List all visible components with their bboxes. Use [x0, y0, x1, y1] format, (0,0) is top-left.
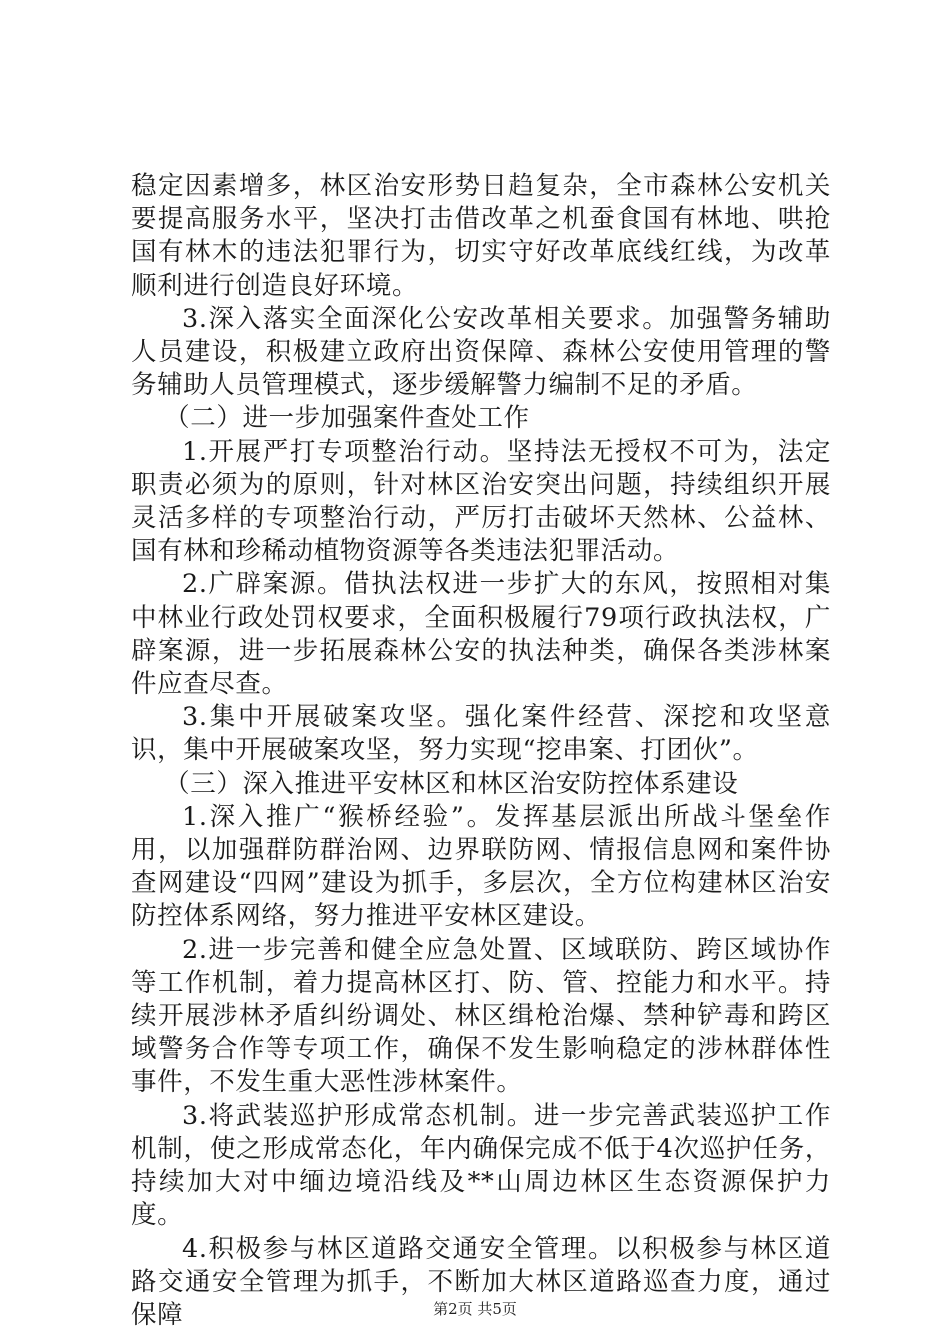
section-heading-3: （三）深入推进平安林区和林区治安防控体系建设 [164, 768, 739, 799]
paragraph-item-3-case-solving: 3.集中开展破案攻坚。强化案件经营、深挖和攻坚意识，集中开展破案攻坚，努力实现“挖串案、打团伙”。 [131, 702, 831, 766]
document-body [131, 170, 831, 1332]
paragraph-item-3-police-reform: 3.深入落实全面深化公安改革相关要求。加强警务辅助人员建设，积极建立政府出资保障、森林公安使用管理的警务辅助人员管理模式，逐步缓解警力编制不足的矛盾。 [131, 303, 831, 401]
paragraph-continuation: 稳定因素增多，林区治安形势日趋复杂，全市森林公安机关要提高服务水平，坚决打击借改革之机蚕食国有林地、哄抢国有林木的违法犯罪行为，切实守好改革底线红线，为改革顺利进行创造良好环境。 [131, 171, 831, 301]
paragraph-item-1-crackdown: 1.开展严打专项整治行动。坚持法无授权不可为，法定职责必须为的原则，针对林区治安突出问题，持续组织开展灵活多样的专项整治行动，严厉打击破坏天然林、公益林、国有林和珍稀动植物资源等各类违法犯罪活动。 [131, 436, 831, 567]
section-heading-2: （二）进一步加强案件查处工作 [164, 403, 530, 434]
paragraph-item-2-mechanisms: 2.进一步完善和健全应急处置、区域联防、跨区域协作等工作机制，着力提高林区打、防、管、控能力和水平。持续开展涉林矛盾纠纷调处、林区缉枪治爆、禁种铲毒和跨区域警务合作等专项工作，确保不发生影响稳定的涉林群体性事件，不发生重大恶性涉林案件。 [131, 934, 831, 1098]
page-number-footer: 第2页 共5页 [433, 1300, 517, 1318]
paragraph-item-3-armed-patrol: 3.将武装巡护形成常态机制。进一步完善武装巡护工作机制，使之形成常态化，年内确保完成不低于4次巡护任务，持续加大对中缅边境沿线及**山周边林区生态资源保护力度。 [131, 1100, 831, 1231]
paragraph-item-1-houqiao: 1.深入推广“猴桥经验”。发挥基层派出所战斗堡垒作用，以加强群防群治网、边界联防网、情报信息网和案件协查网建设“四网”建设为抓手，多层次，全方位构建林区治安防控体系网络，努力推进平安林区建设。 [131, 801, 831, 932]
paragraph-item-2-case-sources: 2.广辟案源。借执法权进一步扩大的东风，按照相对集中林业行政处罚权要求，全面积极履行79项行政执法权，广辟案源，进一步拓展森林公安的执法种类，确保各类涉林案件应查尽查。 [131, 569, 831, 700]
paragraph-item-4-road-safety: 4.积极参与林区道路交通安全管理。以积极参与林区道路交通安全管理为抓手，不断加大林区道路巡查力度，通过保障 [131, 1233, 831, 1330]
